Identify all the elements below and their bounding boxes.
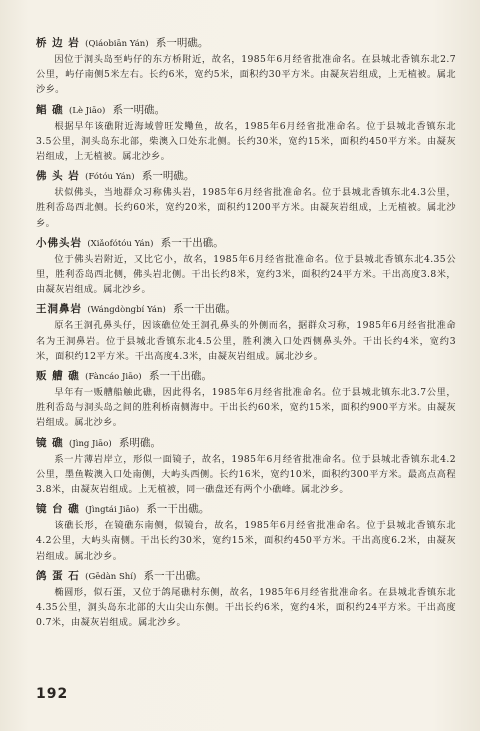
entry-heading [36,302,456,318]
entry-pinyin: (Jìng Jiāo) [69,438,112,449]
entry-pinyin: (Jìngtái Jiāo) [85,505,140,516]
entry-description: 原名王洞孔鼻头仔，因该礁位处王洞孔鼻头的外侧而名，据群众习称，1985年6月经省批准命名为王洞鼻岩。位于县城北香镇东北4.5公里，胜利澳入口处西侧鼻头外。干出长约4米，宽约3米，面积约12平方米。干出高度4.3米，由凝灰岩组成。属北沙乡。 [36,320,456,362]
entry-type: 系一明礁。 [141,170,195,183]
entry-xiaofotou-yan [36,236,456,298]
entry-type: 系一干出礁。 [160,236,224,249]
entry-description: 位于佛头岩附近，又比它小，故名，1985年6月经省批准命名。位于县城北香镇东北4.35公里，胜利岙岛西北侧，佛头岩北侧。干出长约8米，宽约3米，面积约24平方米。干出高度3.8米，由凝灰岩组成。属北沙乡。 [36,253,456,296]
entry-name: 鲳 礁 [36,103,64,116]
entry-type: 系一明礁。 [155,37,209,49]
entry-gedan-shi [36,569,456,631]
entry-heading [36,236,456,252]
entry-name: 镜 礁 [36,436,64,449]
entry-name: 小佛头岩 [36,236,82,249]
entry-jingtai-jiao [36,502,456,564]
entry-heading [36,569,456,585]
entry-pinyin: (Wángdòngbí Yán) [87,305,166,316]
entry-fancao-jiao [36,369,456,431]
entry-name: 桥 边 岩 [36,37,80,49]
entry-type: 系明礁。 [119,436,162,449]
entry-name: 佛 头 岩 [36,170,80,183]
gazetteer-content [36,36,456,635]
entry-qiaobian-yan [36,36,456,98]
entry-heading [36,36,456,52]
entry-heading [36,103,456,119]
entry-pinyin: (Qiáobiān Yán) [85,39,149,49]
entry-name: 王洞鼻岩 [36,303,82,316]
entry-name: 鸽 蛋 石 [36,569,80,582]
entry-type: 系一干出礁。 [173,303,237,316]
entry-heading [36,436,456,452]
entry-name: 贩 艚 礁 [36,370,80,383]
entry-le-jiao [36,103,456,165]
entry-wangdongbi-yan [36,302,456,364]
entry-description: 该礁长形，在镜礁东南侧，似镜台，故名，1985年6月经省批准命名。位于县城北香镇东北4.2公里，大屿头南侧。干出长约30米，宽约15米，面积约450平方米。干出高度6.2米，由凝灰岩组成。属北沙乡。 [36,520,456,562]
entry-name: 镜 台 礁 [36,503,80,516]
entry-type: 系一干出礁。 [148,370,212,383]
entry-heading [36,502,456,518]
entry-description: 因位于洞头岛至屿仔的东方桥附近，故名，1985年6月经省批准命名。在县城北香镇东北2.7公里，屿仔南侧5米左右。长约6米，宽约5米，面积约30平方米。由凝灰岩组成，上无植被。属北沙乡。 [36,54,456,96]
entry-jing-jiao [36,436,456,498]
entry-heading [36,169,456,185]
entry-description: 状似佛头，当地群众习称佛头岩，1985年6月经省批准命名。位于县城北香镇东北4.3公里，胜利岙岛西北侧。长约60米，宽约20米，面积约1200平方米。由凝灰岩组成，上无植被。属北沙乡。 [36,187,456,229]
entry-type: 系一干出礁。 [146,503,210,516]
entry-pinyin: (Lè Jiāo) [69,105,106,116]
entry-type: 系一干出礁。 [143,569,207,582]
entry-description: 早年有一贩艚船触此礁，因此得名，1985年6月经省批准命名。位于县城北镇东北3.7公里，胜利岙岛与洞头岛之间的胜利桥南侧海中。干出长约60米，宽约15米，面积约900平方米。由凝灰岩组成。属北沙乡。 [36,387,456,429]
entry-description: 系一片薄岩岸立，形似一面镜子，故名，1985年6月经省批准命名。位于县城北香镇东北4.2公里，墨鱼鞍澳入口处南侧，大屿头西侧。长约16米，宽约10米，面积约300平方米。最高点高程3.8米，由凝灰岩组成。上无植被，同一礁盘还有两个小礁峰。属北沙乡。 [36,453,456,496]
entry-pinyin: (Gēdàn Shí) [85,571,137,582]
entry-fotou-yan [36,169,456,231]
entry-pinyin: (Fàncáo Jiāo) [85,372,142,383]
entry-type: 系一明礁。 [112,103,166,116]
page-number: 192 [36,686,69,702]
entry-description: 根据早年该礁附近海域曾旺发鳓鱼，故名，1985年6月经省批准命名。位于县城北香镇东北3.5公里，洞头岛东北部，柴澳入口处东北侧。长约30米，宽约15米，面积约450平方米。由凝灰岩组成，上无植被。属北沙乡。 [36,120,456,163]
entry-pinyin: (Xiǎofótóu Yán) [87,238,154,249]
entry-pinyin: (Fótóu Yán) [85,172,135,183]
entry-description: 椭圆形，似石蛋，又位于鸽尾礁村东侧，故名，1985年6月经省批准命名。在县城北香镇东北4.35公里，洞头岛东北部的大山尖山东侧。干出长约6米，宽约4米，面积约24平方米。干出高度0.7米，由凝灰岩组成。属北沙乡。 [36,586,456,629]
entry-heading [36,369,456,385]
